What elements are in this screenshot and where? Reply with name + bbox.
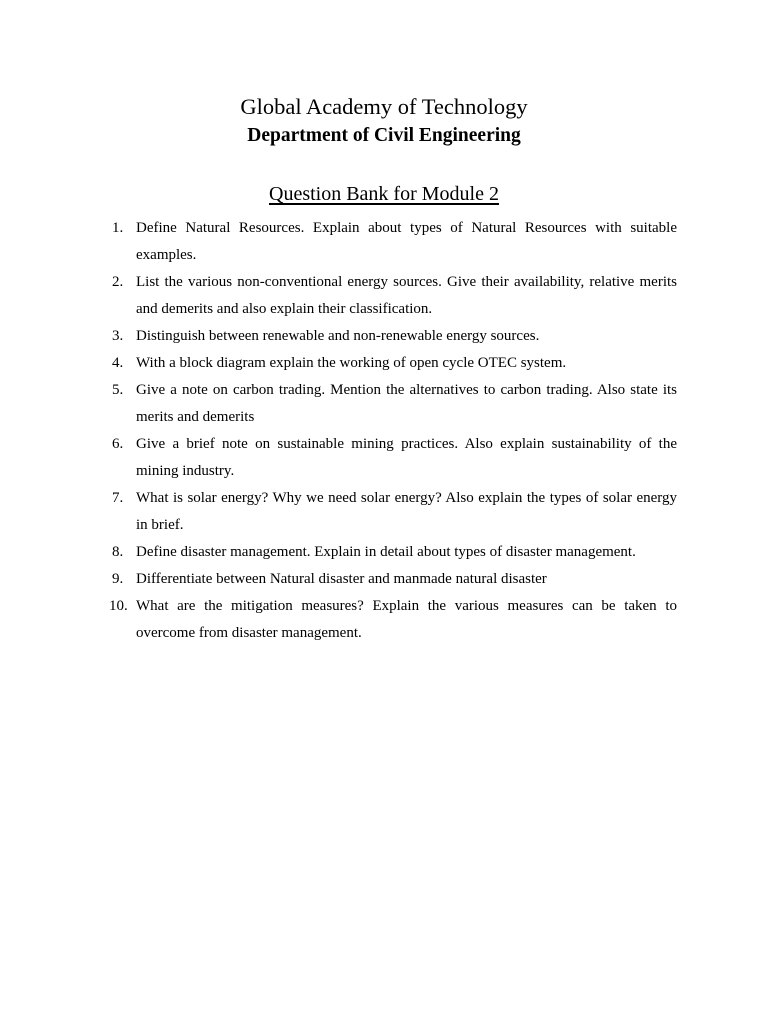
question-number: 3. <box>112 328 124 344</box>
question-item <box>109 269 677 323</box>
question-number: 7. <box>112 490 124 506</box>
question-text: Give a brief note on sustainable mining practices. Also explain sustainability of the mining industry. <box>136 436 677 479</box>
question-text: With a block diagram explain the working of open cycle OTEC system. <box>136 355 567 371</box>
question-item <box>109 377 677 431</box>
question-bank-title-text: Question Bank for Module 2 <box>269 183 499 205</box>
question-number: 10. <box>109 598 128 614</box>
question-text: Give a note on carbon trading. Mention the alternatives to carbon trading. Also state its merits and demerits <box>136 382 677 425</box>
question-item <box>109 539 677 566</box>
question-text: Define disaster management. Explain in detail about types of disaster management. <box>136 544 636 560</box>
question-number: 9. <box>112 571 124 587</box>
question-item <box>109 431 677 485</box>
question-item <box>109 323 677 350</box>
question-text: Define Natural Resources. Explain about types of Natural Resources with suitable examples. <box>136 220 677 263</box>
institution-name: Global Academy of Technology <box>240 94 528 119</box>
question-number: 6. <box>112 436 124 452</box>
question-bank-title <box>0 181 768 207</box>
question-number: 1. <box>112 220 124 236</box>
question-text: List the various non-conventional energy sources. Give their availability, relative merits and demerits and also explain their classification. <box>136 274 677 317</box>
question-number: 4. <box>112 355 124 371</box>
question-item <box>109 215 677 269</box>
question-item <box>109 350 677 377</box>
question-text: What is solar energy? Why we need solar energy? Also explain the types of solar energy in brief. <box>136 490 677 533</box>
department-name: Department of Civil Engineering <box>247 125 521 146</box>
question-text: Distinguish between renewable and non-renewable energy sources. <box>136 328 540 344</box>
question-list <box>109 215 677 647</box>
question-text: What are the mitigation measures? Explain the various measures can be taken to overcome from disaster management. <box>136 598 677 641</box>
question-item <box>109 593 677 647</box>
question-item <box>109 566 677 593</box>
question-item <box>109 485 677 539</box>
question-number: 8. <box>112 544 124 560</box>
question-text: Differentiate between Natural disaster and manmade natural disaster <box>136 571 547 587</box>
question-number: 5. <box>112 382 124 398</box>
question-number: 2. <box>112 274 124 290</box>
